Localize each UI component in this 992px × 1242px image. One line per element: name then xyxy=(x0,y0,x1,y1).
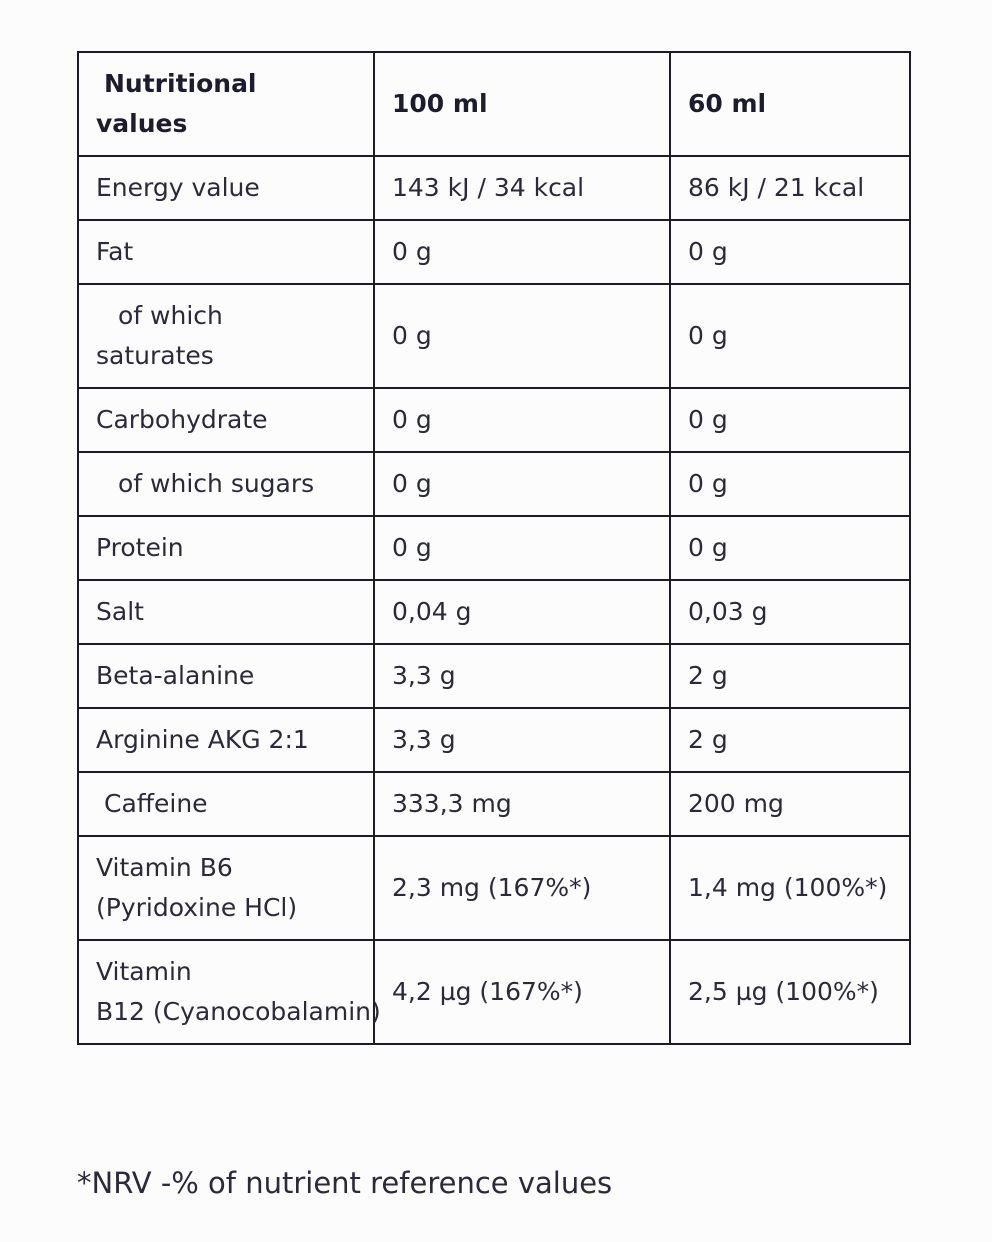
table-row xyxy=(78,644,910,708)
value-60ml: 0 g xyxy=(670,388,910,452)
row-label-line1: Vitamin xyxy=(96,957,192,986)
value-100ml: 3,3 g xyxy=(374,644,670,708)
row-label-carbohydrate: Carbohydrate xyxy=(78,388,374,452)
value-60ml: 200 mg xyxy=(670,772,910,836)
value-60ml: 0,03 g xyxy=(670,580,910,644)
table-row xyxy=(78,156,910,220)
row-label-protein: Protein xyxy=(78,516,374,580)
table-row xyxy=(78,452,910,516)
row-label-beta-alanine: Beta-alanine xyxy=(78,644,374,708)
row-label-energy: Energy value xyxy=(78,156,374,220)
value-100ml: 143 kJ / 34 kcal xyxy=(374,156,670,220)
table-row xyxy=(78,708,910,772)
value-60ml: 0 g xyxy=(670,452,910,516)
row-label-line1: of which xyxy=(118,301,223,330)
row-label-vitamin-b12 xyxy=(78,940,381,1044)
table-header-row xyxy=(78,52,910,156)
value-60ml: 86 kJ / 21 kcal xyxy=(670,156,910,220)
row-label-fat: Fat xyxy=(78,220,374,284)
row-label-line2: (Pyridoxine HCl) xyxy=(96,893,298,922)
value-100ml: 0 g xyxy=(374,220,670,284)
nutrition-table xyxy=(77,51,911,1045)
table-row xyxy=(78,516,910,580)
row-label-line1: Vitamin B6 xyxy=(96,853,233,882)
table-row xyxy=(78,772,910,836)
table-row xyxy=(78,580,910,644)
value-60ml: 0 g xyxy=(670,516,910,580)
value-60ml: 1,4 mg (100%*) xyxy=(670,836,910,940)
header-100ml: 100 ml xyxy=(374,52,670,156)
value-60ml: 0 g xyxy=(670,284,910,388)
value-100ml: 333,3 mg xyxy=(374,772,670,836)
table-row xyxy=(78,284,910,388)
header-nutritional-values xyxy=(78,52,374,156)
row-label-salt: Salt xyxy=(78,580,374,644)
row-label-line2: B12 (Cyanocobalamin) xyxy=(96,997,381,1026)
nrv-footnote: *NRV -% of nutrient reference values xyxy=(77,1166,613,1200)
header-60ml: 60 ml xyxy=(670,52,910,156)
header-label-line2: values xyxy=(96,109,188,138)
value-60ml: 0 g xyxy=(670,220,910,284)
value-100ml: 4,2 µg (167%*) xyxy=(374,940,670,1044)
row-label-caffeine xyxy=(78,772,374,836)
table-row xyxy=(78,220,910,284)
value-100ml: 0 g xyxy=(374,388,670,452)
row-label-vitamin-b6 xyxy=(78,836,374,940)
row-label-arginine: Arginine AKG 2:1 xyxy=(78,708,374,772)
value-100ml: 0 g xyxy=(374,452,670,516)
table-row xyxy=(78,388,910,452)
value-100ml: 0 g xyxy=(374,284,670,388)
header-label-line1: Nutritional xyxy=(104,69,257,98)
table-row xyxy=(78,836,910,940)
row-label-text: of which sugars xyxy=(118,469,315,498)
value-100ml: 2,3 mg (167%*) xyxy=(374,836,670,940)
value-100ml: 3,3 g xyxy=(374,708,670,772)
value-100ml: 0 g xyxy=(374,516,670,580)
value-60ml: 2 g xyxy=(670,644,910,708)
table-row xyxy=(78,940,910,1044)
value-60ml: 2,5 µg (100%*) xyxy=(670,940,910,1044)
row-label-saturates xyxy=(78,284,374,388)
row-label-line2: saturates xyxy=(96,341,214,370)
row-label-text: Caffeine xyxy=(104,789,208,818)
value-100ml: 0,04 g xyxy=(374,580,670,644)
value-60ml: 2 g xyxy=(670,708,910,772)
row-label-sugars xyxy=(78,452,374,516)
